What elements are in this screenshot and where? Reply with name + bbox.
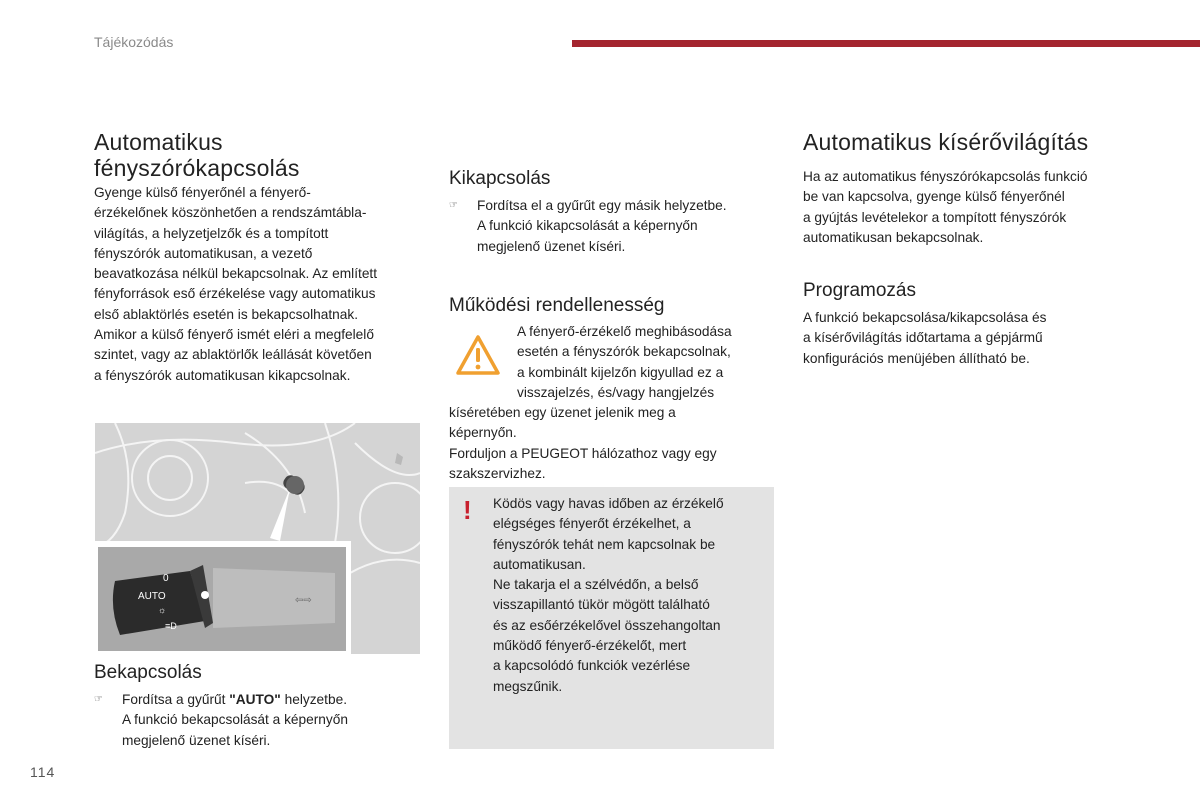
malfunction-text: kíséretében egy üzenet jelenik meg a képernyőn. Forduljon a PEUGEOT hálózathoz vagy egy szakszervizhez. [449,405,717,481]
intro-paragraph: Gyenge külső fényerőnél a fényerő- érzékelőnek köszönhetően a rendszámtábla- világítás, a helyzetjelzők és a tompított fényszórók automatikusan, a vezető beavatkozása nélkül bekapcsolnak. Az említett fényforrások eső érzékelése vagy automatikus első ablaktörlés esetén is bekapcsolhatnak. Amikor a külső fényerő ismét eléri a megfelelő szintet, vagy az ablaktörlők leállását követően a fényszórók automatikusan kikapcsolnak. [94,185,378,383]
light-switch-illustration [95,423,420,654]
svg-text:☼: ☼ [158,605,167,615]
header-accent-bar [572,40,1200,47]
switch-off-heading: Kikapcsolás [449,168,551,189]
switch-on-instruction: ☞ Fordítsa a gyűrűt "AUTO" helyzetbe. A funkció bekapcsolását a képernyőn megjelenő üzenet kíséri. [94,692,348,748]
programming-heading: Programozás [803,280,916,301]
main-title: Automatikus fényszórókapcsolás [94,129,300,181]
auto-label: AUTO [138,591,166,602]
malfunction-heading: Működési rendellenesség [449,295,665,316]
svg-text:0: 0 [163,573,169,584]
hand-pointer-icon: ☞ [94,694,103,705]
warning-triangle-icon [455,334,501,381]
note-box [449,487,774,749]
switch-on-heading: Bekapcsolás [94,662,202,683]
note-text: Ködös vagy havas időben az érzékelő elégséges fényerőt érzékelhet, a fényszórók tehát nem kapcsolnak be automatikusan. Ne takarja el a szélvédőn, a belső visszapillantó tükör mögött található és az esőérzékelővel összehangoltan működő fényerő-érzékelőt, mert a kapcsolódó funkciók vezérlése megszűnik. [493,496,724,694]
dashboard-drawing [95,423,420,654]
svg-text:≡D: ≡D [165,621,177,631]
section-label: Tájékozódás [94,34,174,50]
exclamation-icon: ! [463,495,472,525]
switch-off-instruction: ☞ Fordítsa el a gyűrűt egy másik helyzetbe. A funkció kikapcsolását a képernyőn megjelenő üzenet kíséri. [449,198,727,254]
escort-lighting-text: Ha az automatikus fényszórókapcsolás funkció be van kapcsolva, gyenge külső fényerőnél a gyújtás levételekor a tompított fényszórók automatikusan bekapcsolnak. [803,169,1088,245]
escort-lighting-heading: Automatikus kísérővilágítás [803,129,1089,155]
page-number: 114 [30,764,56,780]
svg-text:⇦⇨: ⇦⇨ [295,595,312,606]
hand-pointer-icon: ☞ [449,200,458,211]
programming-text: A funkció bekapcsolása/kikapcsolása és a kísérővilágítás időtartama a gépjármű konfigurációs menüjében állítható be. [803,310,1047,366]
malfunction-text-indented: A fényerő-érzékelő meghibásodása esetén a fényszórók bekapcsolnak, a kombinált kijelzőn kigyullad ez a visszajelzés, és/vagy hangjelzés [517,324,732,400]
